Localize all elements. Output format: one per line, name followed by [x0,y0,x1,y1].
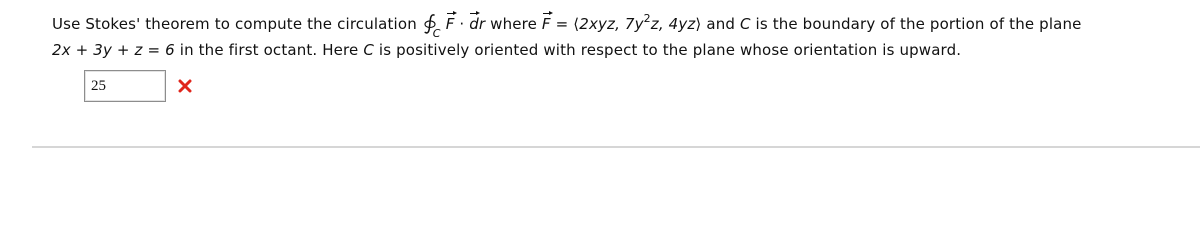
field-component-3: 4yz [668,15,696,33]
boundary-text: is the boundary of the portion of the plane [755,15,1082,33]
field-component-2-power: 2 [643,12,651,25]
first-octant-text: in the first octant. Here [179,41,359,59]
field-component-2-base: 7y [624,15,644,33]
x-mark-icon [178,79,192,93]
answer-input[interactable]: 25 [84,70,166,102]
vector-dr: dr [469,15,486,33]
field-open-angle: ⟨ [573,15,580,33]
where-text: where [490,15,537,33]
incorrect-mark [178,79,192,93]
vector-f-definition: F [541,15,551,33]
equals-sign: = [555,15,569,33]
field-component-2-tail: z [650,15,659,33]
orientation-text: is positively oriented with respect to the plane whose orientation is upward. [378,41,962,59]
question-card [32,0,1200,148]
field-component-1: 2xyz [579,15,616,33]
contour-integral-symbol [422,13,441,40]
question-intro: Use Stokes' theorem to compute the circulation [52,15,417,33]
and-text: and [706,15,736,33]
question-line-1 [52,9,1082,40]
curve-symbol-line-2: C [363,41,374,59]
curve-symbol: C [739,15,751,33]
plane-equation: 2x + 3y + z = 6 [52,41,175,59]
vector-f: F [445,15,455,33]
comma-1: , [615,15,620,33]
dot-operator: · [459,15,465,33]
question-line-2 [52,40,961,60]
field-close-angle: ⟩ [695,15,702,33]
comma-2: , [658,15,664,33]
integral-subscript: C [432,27,441,40]
